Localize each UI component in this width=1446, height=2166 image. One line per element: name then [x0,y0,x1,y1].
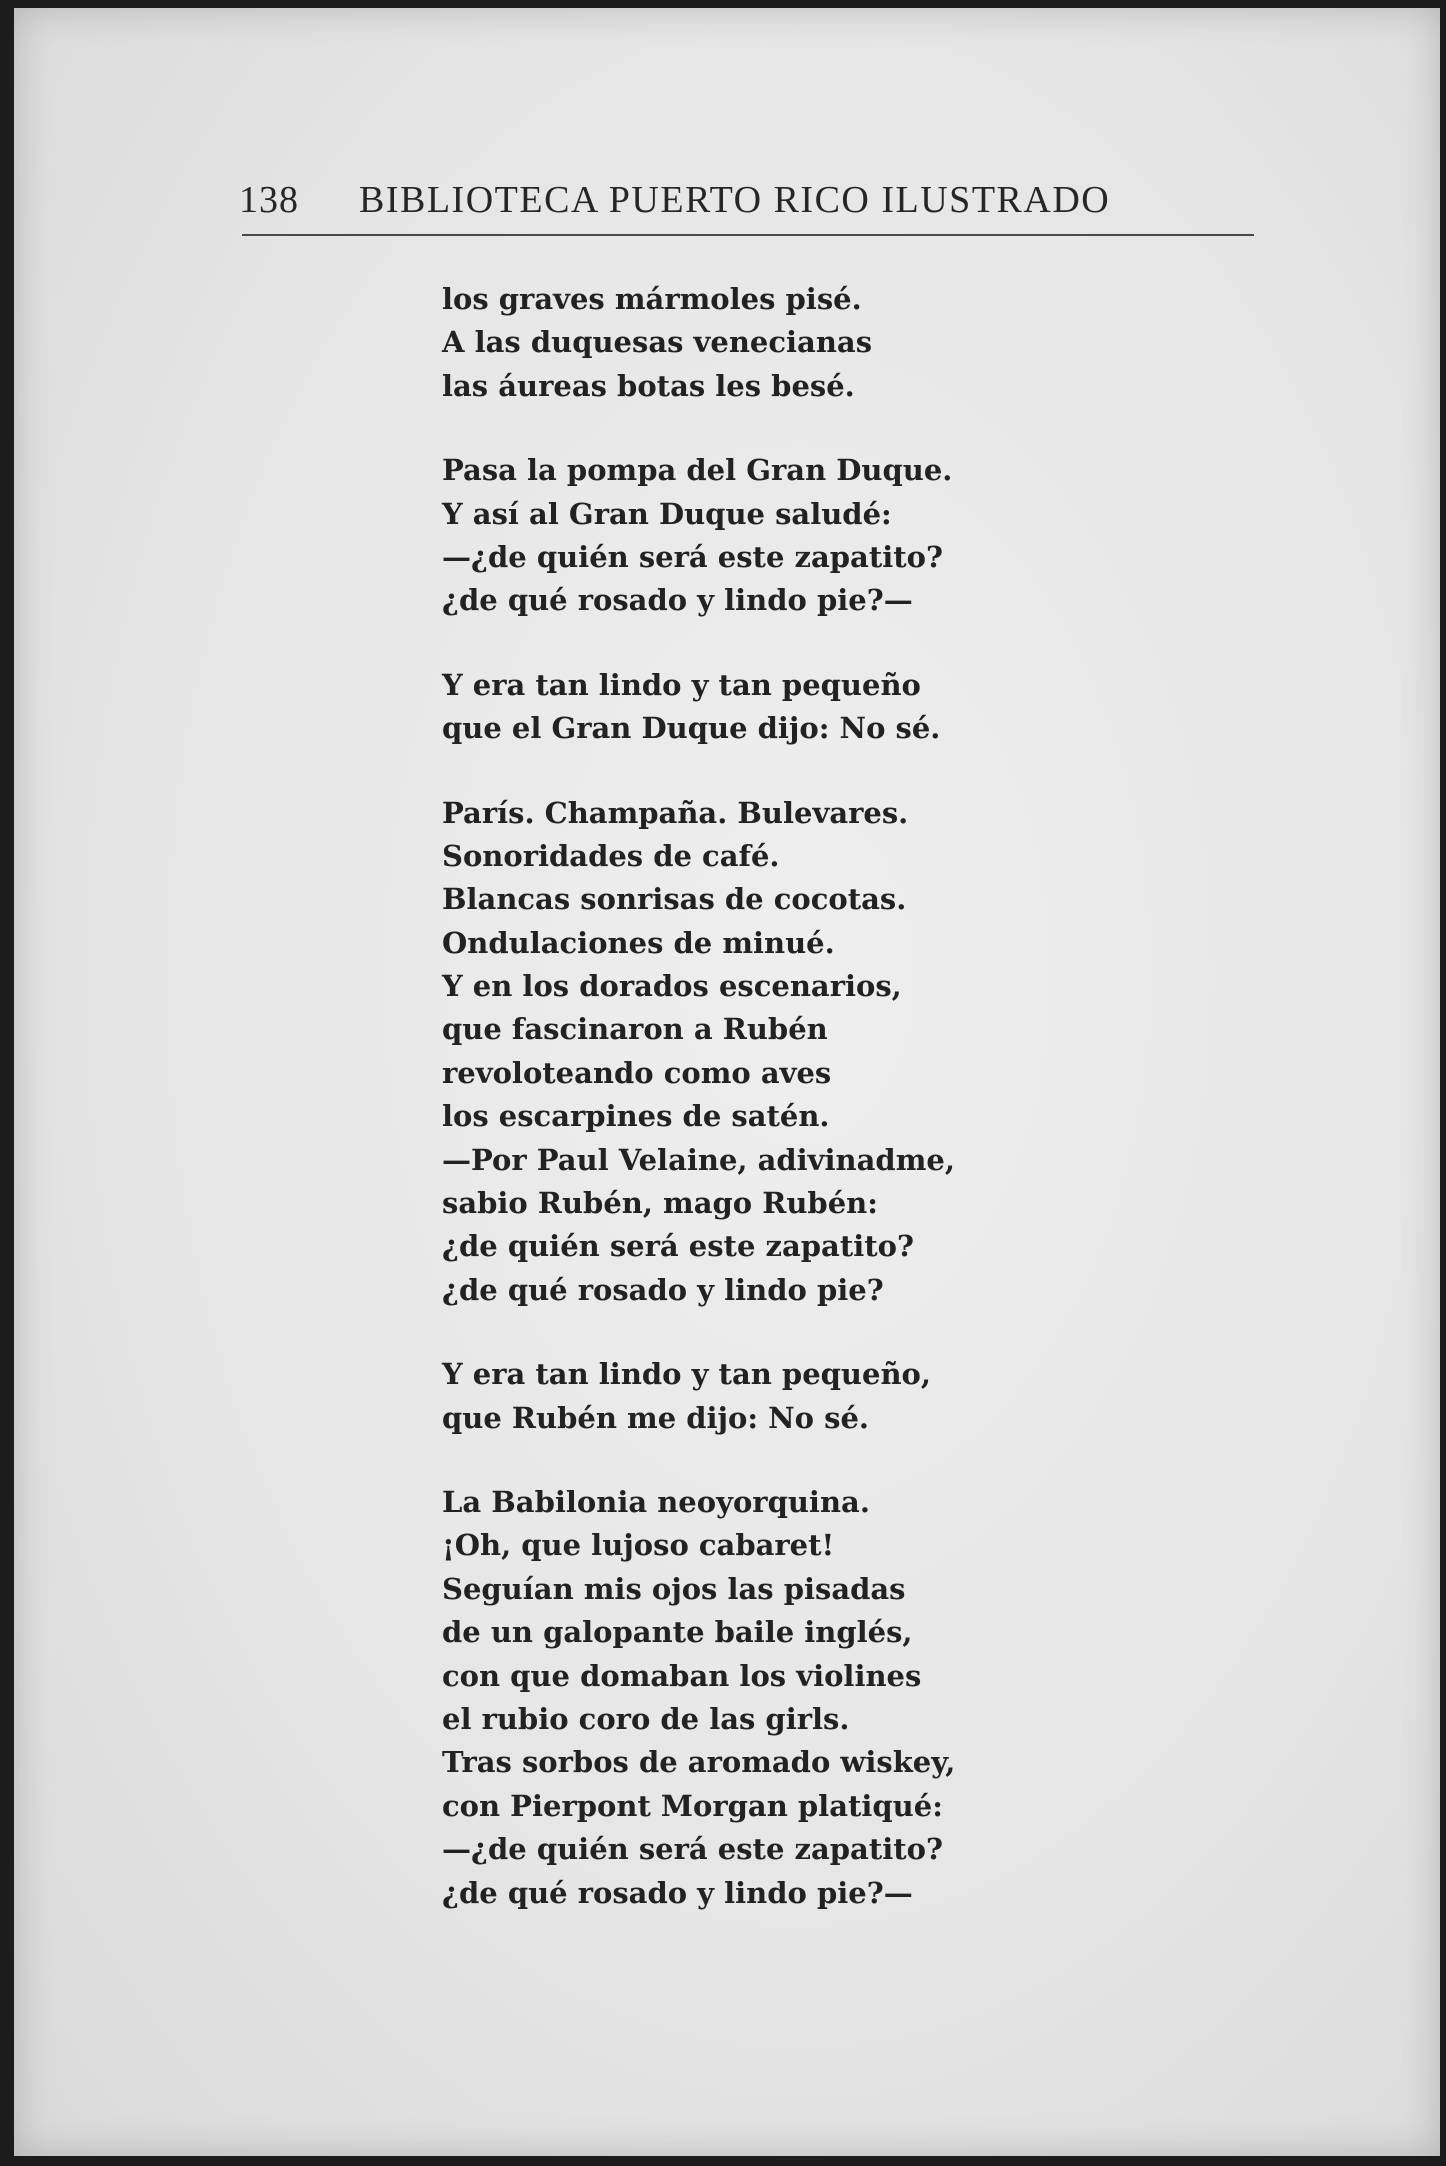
header-rule [242,234,1254,236]
poem-line: que Rubén me dijo: No sé. [442,1400,869,1435]
stanza [442,1353,1242,1440]
stanza [442,792,1242,1313]
poem-line: A las duquesas venecianas [442,325,873,360]
stanza [442,1481,1242,1915]
poem-line: las áureas botas les besé. [442,368,855,403]
poem-line: —¿de quién será este zapatito? [442,1832,943,1867]
stanza-break [442,623,1242,664]
poem-line: ¡Oh, que lujoso cabaret! [442,1528,835,1563]
stanza-break [442,751,1242,792]
poem-line: —¿de quién será este zapatito? [442,539,943,574]
stanza [442,664,1242,751]
poem-line: Sonoridades de café. [442,838,780,873]
poem-line: el rubio coro de las girls. [442,1701,850,1736]
stanza-break [442,1312,1242,1353]
poem-line: París. Champaña. Bulevares. [442,795,909,830]
poem-line: los escarpines de satén. [442,1099,830,1134]
stanza [442,278,1242,408]
poem-line: —Por Paul Velaine, adivinadme, [442,1142,955,1177]
poem-line: sabio Rubén, mago Rubén: [442,1186,878,1221]
running-title: BIBLIOTECA PUERTO RICO ILUSTRADO [359,179,1111,221]
poem-line: Seguían mis ojos las pisadas [442,1571,906,1606]
poem-line: Y era tan lindo y tan pequeño [442,667,921,702]
poem-line: Ondulaciones de minué. [442,925,835,960]
poem-line: ¿de qué rosado y lindo pie? [442,1272,884,1307]
stanza-break [442,1440,1242,1481]
poem-body [442,278,1242,1915]
poem-line: de un galopante baile inglés, [442,1615,913,1650]
poem-line: Y en los dorados escenarios, [442,969,902,1004]
stanza [442,449,1242,623]
poem-line: que el Gran Duque dijo: No sé. [442,711,941,746]
page-header [239,178,1259,228]
poem-line: Tras sorbos de aromado wiskey, [442,1745,956,1780]
poem-line: Y era tan lindo y tan pequeño, [442,1357,931,1392]
poem-line: ¿de qué rosado y lindo pie?— [442,583,913,618]
poem-line: con Pierpont Morgan platiqué: [442,1788,943,1823]
poem-line: La Babilonia neoyorquina. [442,1484,870,1519]
poem-line: ¿de qué rosado y lindo pie?— [442,1875,913,1910]
poem-line: Y así al Gran Duque saludé: [442,496,892,531]
poem-line: Pasa la pompa del Gran Duque. [442,453,953,488]
stanza-break [442,408,1242,449]
poem-line: ¿de quién será este zapatito? [442,1229,914,1264]
poem-line: los graves mármoles pisé. [442,282,862,316]
poem-line: revoloteando como aves [442,1055,832,1090]
book-page [14,8,1440,2156]
poem-line: Blancas sonrisas de cocotas. [442,882,907,917]
poem-line: que fascinaron a Rubén [442,1012,828,1047]
poem-line: con que domaban los violines [442,1658,922,1693]
page-number: 138 [239,179,299,221]
